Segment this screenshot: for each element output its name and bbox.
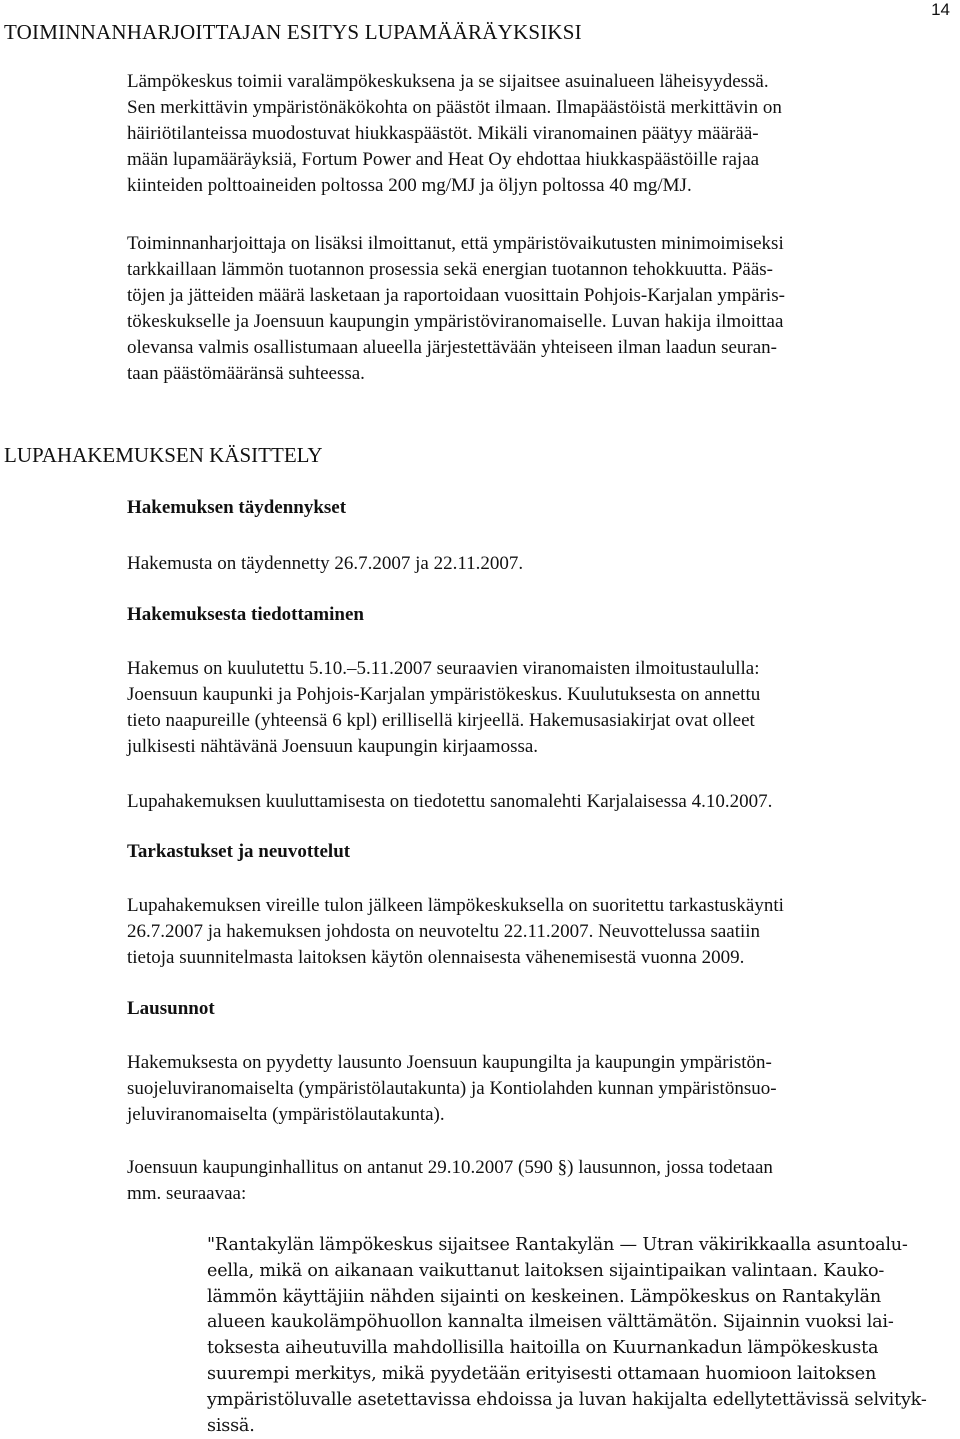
text-line: 26.7.2007 ja hakemuksen johdosta on neuvoteltu 22.11.2007. Neuvottelussa saatiin (127, 921, 761, 942)
text-line: Lupahakemuksen vireille tulon jälkeen lämpökeskuksella on suoritettu tarkastuskäynti (127, 895, 784, 916)
paragraph-2 (127, 231, 927, 387)
text-line: Hakemusta on täydennetty 26.7.2007 ja 22.11.2007. (127, 553, 524, 574)
text-line: Lupahakemuksen kuuluttamisesta on tiedotettu sanomalehti Karjalaisessa 4.10.2007. (127, 791, 773, 812)
text-line: mään lupamääräyksiä, Fortum Power and Heat Oy ehdottaa hiukkaspäästöille rajaa (127, 149, 760, 170)
quote-line: toksesta aiheutuvilla mahdollisilla haitoilla on Kuurnankadun lämpökeskusta (207, 1338, 879, 1359)
text-line: Joensuun kaupunginhallitus on antanut 29.10.2007 (590 §) lausunnon, jossa todetaan (127, 1157, 773, 1178)
page-number: 14 (931, 0, 950, 19)
subheading-inspections: Tarkastukset ja neuvottelut (127, 841, 351, 862)
text-line: Sen merkittävin ympäristönäkökohta on päästöt ilmaan. Ilmapäästöistä merkittävin on (127, 97, 782, 118)
subheading-supplements: Hakemuksen täydennykset (127, 497, 347, 518)
subheading-notification: Hakemuksesta tiedottaminen (127, 604, 364, 625)
text-line: tieto naapureille (yhteensä 6 kpl) erillisellä kirjeellä. Hakemusasiakirjat ovat olleet (127, 710, 755, 731)
block-quote (207, 1233, 927, 1439)
paragraph-4 (127, 656, 927, 760)
paragraph-3 (127, 551, 927, 577)
text-line: Joensuun kaupunki ja Pohjois-Karjalan ympäristökeskus. Kuulutuksesta on annettu (127, 684, 761, 705)
text-line: olevansa valmis osallistumaan alueella järjestettävään yhteiseen ilman laadun seuran- (127, 337, 777, 358)
text-line: tökeskukselle ja Joensuun kaupungin ympäristöviranomaiselle. Luvan hakija ilmoittaa (127, 311, 784, 332)
quote-line: sissä. (207, 1415, 255, 1436)
text-line: mm. seuraavaa: (127, 1183, 247, 1204)
paragraph-6 (127, 893, 927, 971)
paragraph-5 (127, 789, 927, 815)
text-line: julkisesti nähtävänä Joensuun kaupungin kirjaamossa. (127, 736, 539, 757)
text-line: suojeluviranomaiselta (ympäristölautakunta) ja Kontiolahden kunnan ympäristönsuo- (127, 1078, 777, 1099)
text-line: tietoja suunnitelmasta laitoksen käytön olennaisesta vähenemisestä vuonna 2009. (127, 947, 745, 968)
section-heading: LUPAHAKEMUKSEN KÄSITTELY (4, 443, 323, 467)
text-line: jeluviranomaiselta (ympäristölautakunta). (127, 1104, 445, 1125)
paragraph-7 (127, 1050, 927, 1128)
quote-line: suurempi merkitys, mikä pyydetään erityisesti ottamaan huomioon laitoksen (207, 1363, 877, 1384)
paragraph-8 (127, 1155, 927, 1207)
paragraph-1 (127, 69, 927, 199)
text-line: taan päästömääränsä suhteessa. (127, 363, 365, 384)
quote-line: "Rantakylän lämpökeskus sijaitsee Rantakylän — Utran väkirikkaalla asuntoalu- (207, 1235, 908, 1255)
text-line: kiinteiden polttoaineiden poltossa 200 mg/MJ ja öljyn poltossa 40 mg/MJ. (127, 175, 692, 196)
quote-line: alueen kaukolämpöhuollon kannalta ilmeisen välttämätön. Sijainnin vuoksi lai- (207, 1312, 894, 1333)
text-line: Hakemus on kuulutettu 5.10.–5.11.2007 seuraavien viranomaisten ilmoitustaululla: (127, 658, 760, 679)
quote-line: ympäristöluvalle asetettavissa ehdoissa ja luvan hakijalta edellytettävissä selvityk- (207, 1389, 927, 1410)
quote-line: eella, mikä on aikanaan vaikuttanut laitoksen sijaintipaikan valintaan. Kauko- (207, 1260, 885, 1281)
text-line: Lämpökeskus toimii varalämpökeskuksena ja se sijaitsee asuinalueen läheisyydessä. (127, 71, 769, 92)
text-line: Toiminnanharjoittaja on lisäksi ilmoittanut, että ympäristövaikutusten minimoimiseksi (127, 233, 784, 254)
text-line: tarkkaillaan lämmön tuotannon prosessia sekä energian tuotannon tehokkuutta. Pääs- (127, 259, 774, 280)
subheading-statements: Lausunnot (127, 998, 215, 1019)
text-line: töjen ja jätteiden määrä lasketaan ja raportoidaan vuosittain Pohjois-Karjalan ympäris- (127, 285, 785, 306)
text-line: Hakemuksesta on pyydetty lausunto Joensuun kaupungilta ja kaupungin ympäristön- (127, 1052, 772, 1073)
main-heading: TOIMINNANHARJOITTAJAN ESITYS LUPAMÄÄRÄYKSIKSI (4, 20, 582, 44)
quote-line: lämmön käyttäjiin nähden sijainti on keskeinen. Lämpökeskus on Rantakylän (207, 1286, 881, 1307)
text-line: häiriötilanteissa muodostuvat hiukkaspäästöt. Mikäli viranomainen päätyy määrää- (127, 123, 759, 144)
